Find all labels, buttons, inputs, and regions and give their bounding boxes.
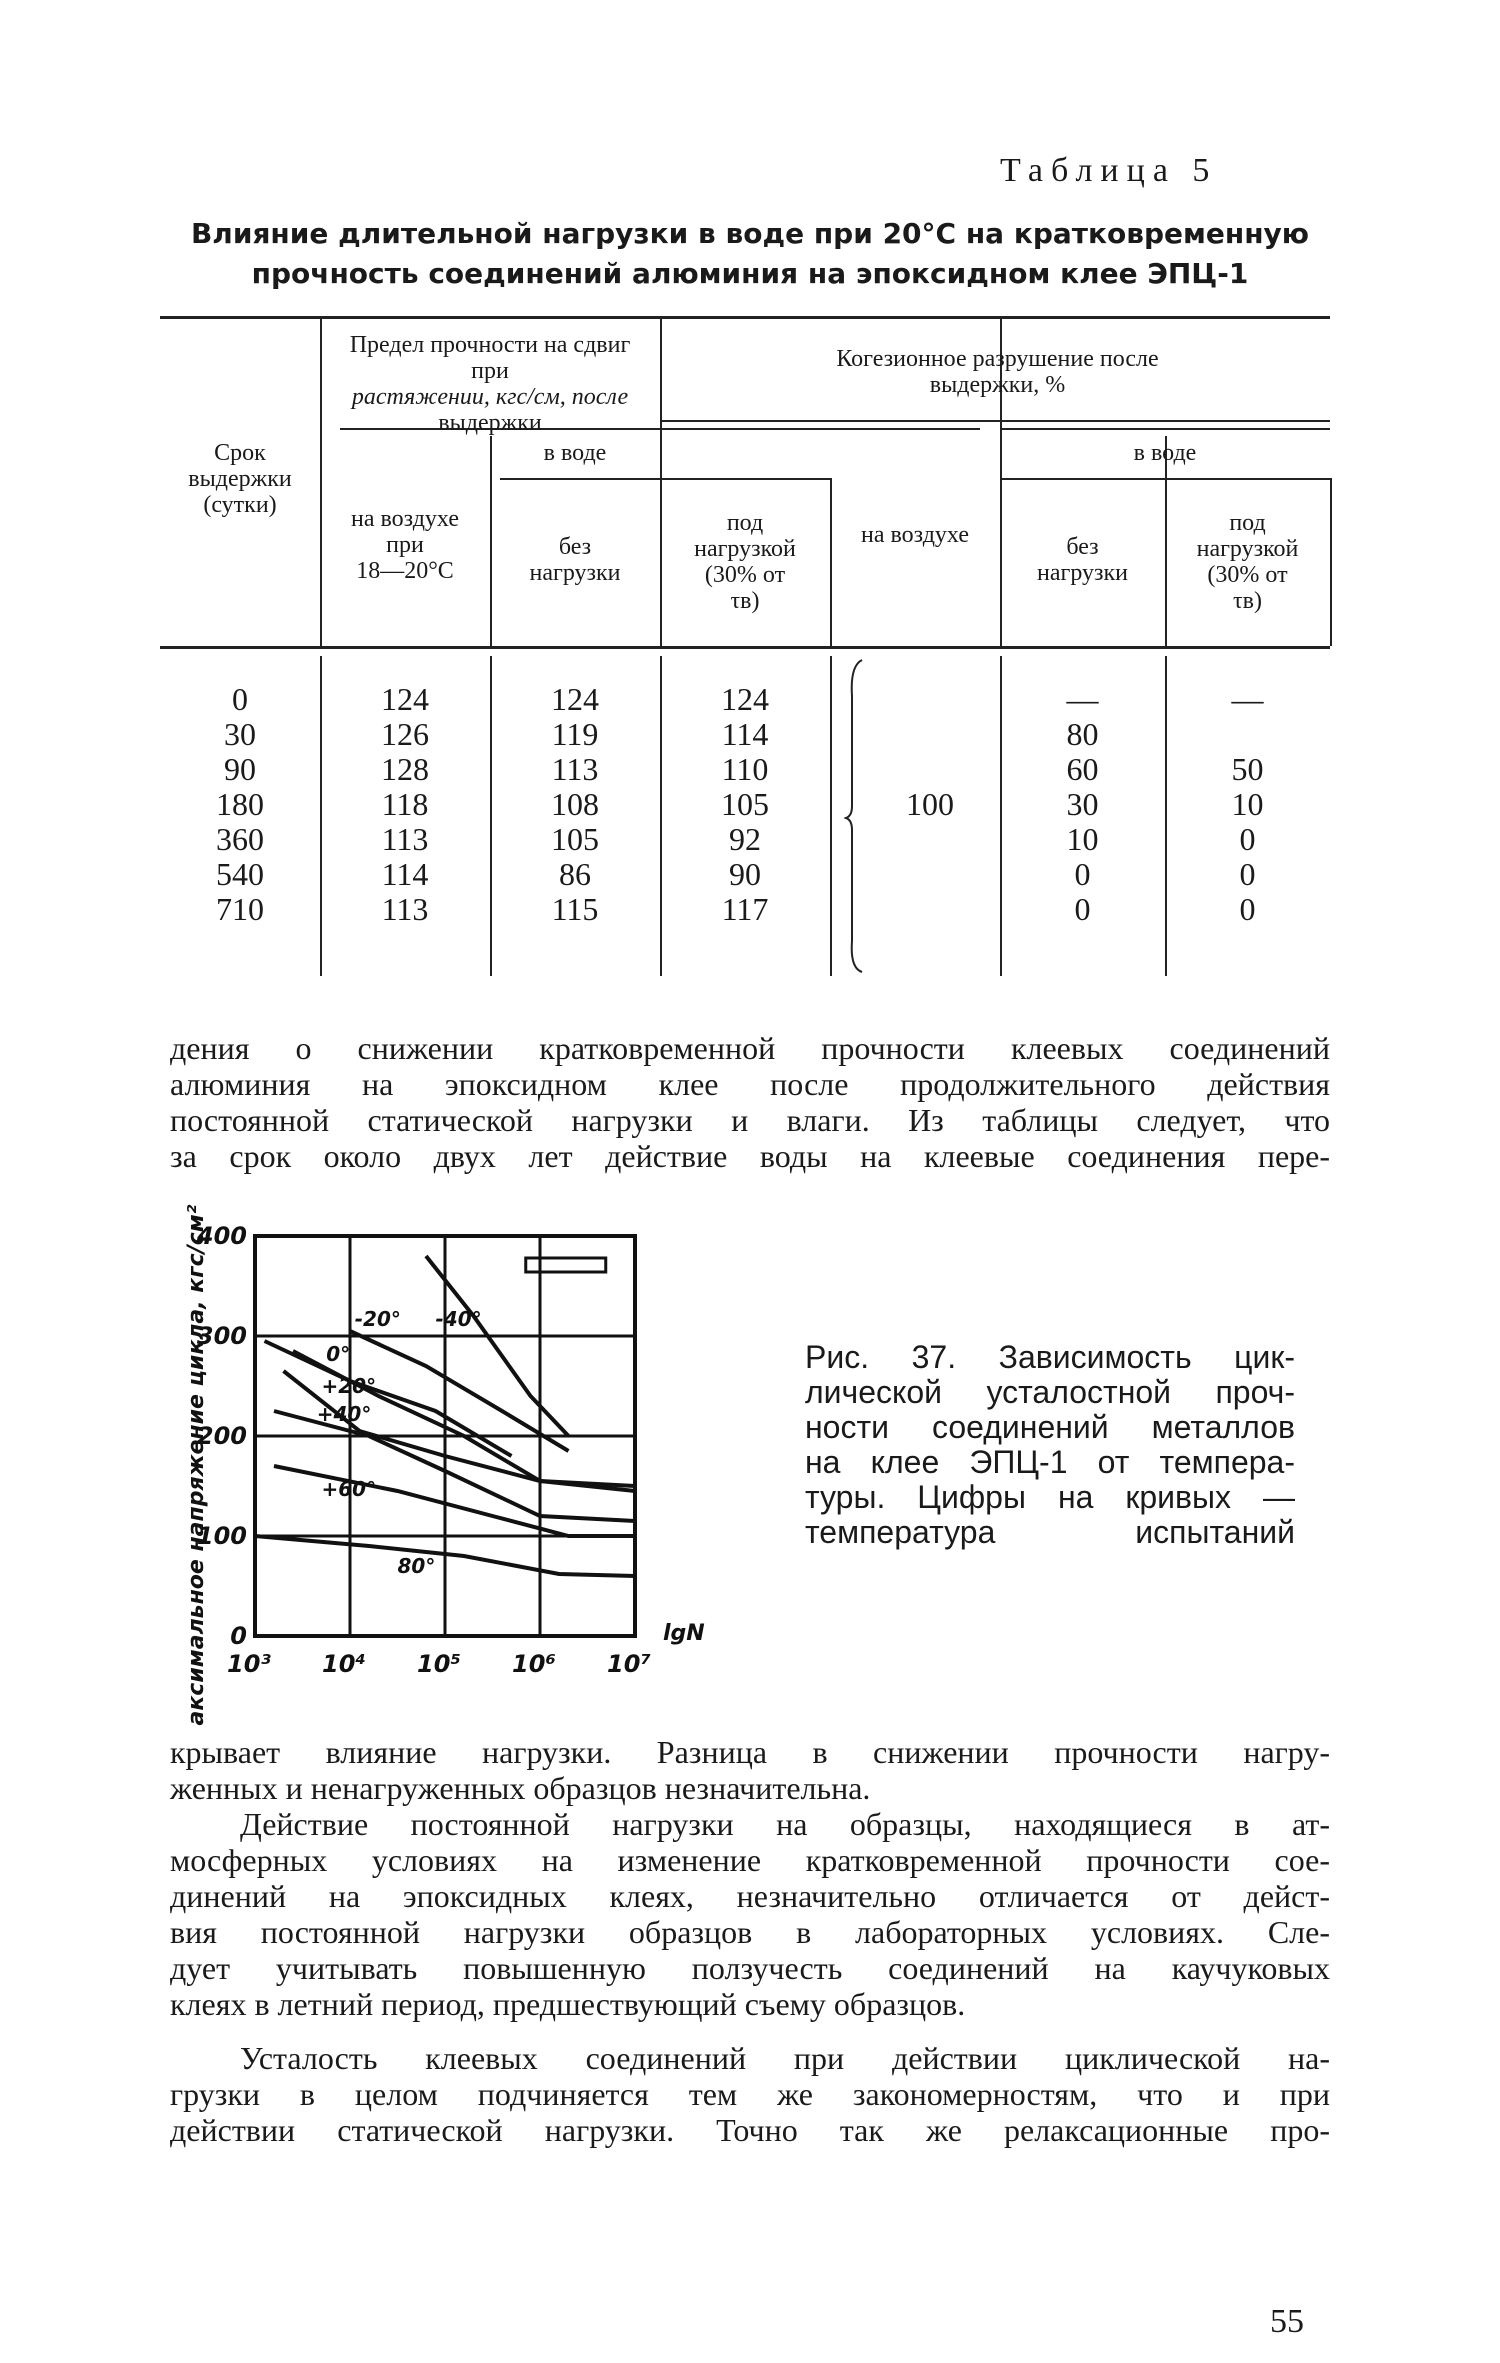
chart-svg (185, 1196, 755, 1726)
figure-caption: Рис. 37. Зависимость цик- лической усталостной проч- ности соединений металлов на клее ЭПЦ-1 от темпера- туры. Цифры на кривых — температура испытаний (805, 1339, 1295, 1550)
y-tick-label: 100 (196, 1522, 247, 1550)
table-number: Таблица 5 (1000, 152, 1218, 189)
header-air-1: на воздухе при 18—20°С (351, 506, 459, 584)
header-in-water-1: в воде (543, 440, 607, 466)
table-title-line: прочность соединений алюминия на эпоксидном клее ЭПЦ-1 (251, 257, 1249, 290)
column-cohesive-no-load: — 80 60 30 10 0 0 (1066, 681, 1099, 927)
paragraph-3: Действие постоянной нагрузки на образцы, находящиеся в ат- мосферных условиях на изменение кратковременной прочности сое- динений на эпоксидных клеях, незначительно отличается от дейст- вия постоянной нагрузки образцов в лабораторных условиях. Сле- дует учитывать повышенную ползучесть соединений на каучуковых клеях в летний период, предшествующий съему образцов. (170, 1806, 1330, 2022)
column-water-load: 124 114 110 105 92 90 117 (721, 681, 769, 927)
paragraph-1: дения о снижении кратковременной прочности клеевых соединений алюминия на эпоксидном клее после продолжительного действия постоянной статической нагрузки и влаги. Из таблицы следует, что за срок около двух лет действие воды на клеевые соединения пере- (170, 1030, 1330, 1174)
x-tick-label: 10⁷ (607, 1650, 651, 1678)
y-tick-label: 400 (196, 1222, 247, 1250)
header-no-load-1: без нагрузки (529, 534, 621, 586)
paragraph-2: крывает влияние нагрузки. Разница в снижении прочности нагру- женных и ненагруженных образцов незначительна. (170, 1734, 1330, 1806)
page-number: 55 (1270, 2303, 1304, 2340)
specimen-icon (526, 1258, 606, 1272)
curve-label: +20° (321, 1374, 377, 1398)
header-cohesive: Когезионное разрушение после выдержки, % (836, 346, 1159, 398)
x-axis-label: lgN (663, 1621, 705, 1646)
header-under-load-2: под нагрузкой (30% от τв) (1196, 510, 1299, 614)
curve-label: 80° (397, 1554, 436, 1578)
y-tick-label: 300 (196, 1322, 247, 1350)
column-air: 124 126 128 118 113 114 113 (381, 681, 429, 927)
header-air-2: на воздухе (861, 522, 969, 548)
x-tick-label: 10⁶ (512, 1650, 556, 1678)
curve-label: -20° (354, 1307, 401, 1331)
y-tick-label: 200 (196, 1422, 247, 1450)
figure-37-chart (185, 1196, 755, 1726)
data-table (160, 316, 1330, 976)
curve-label: 0° (326, 1342, 351, 1366)
x-tick-label: 10³ (227, 1650, 271, 1678)
column-water-no-load: 124 119 113 108 105 86 115 (551, 681, 599, 927)
column-days: 0 30 90 180 360 540 710 (216, 681, 264, 927)
header-no-load-2: без нагрузки (1036, 534, 1128, 586)
header-under-load-1: под нагрузкой (30% от τв) (694, 510, 796, 614)
curve-label: -40° (435, 1307, 482, 1331)
table-title (170, 214, 1330, 294)
column-cohesive-air: 100 (906, 786, 954, 822)
y-axis-label: Максимальное напряжение цикла, кгс/см² (185, 1204, 209, 1726)
curve-label: +60° (321, 1477, 377, 1501)
y-tick-label: 0 (230, 1622, 247, 1650)
paragraph-4: Усталость клеевых соединений при действии циклической на- грузки в целом подчиняется тем же закономерностям, что и при действии статической нагрузки. Точно так же релаксационные про- (170, 2040, 1330, 2148)
column-cohesive-load: — 50 10 0 0 0 (1231, 681, 1264, 927)
x-tick-label: 10⁴ (322, 1650, 366, 1678)
curve-label: +40° (316, 1402, 372, 1426)
header-in-water-2: в воде (1133, 440, 1197, 466)
header-term: Срок выдержки (сутки) (188, 440, 292, 518)
x-tick-label: 10⁵ (417, 1650, 461, 1678)
header-shear: Предел прочности на сдвиг при растяжении, кгс/см, после выдержки (349, 332, 631, 436)
table-title-line: Влияние длительной нагрузки в воде при 20°С на кратковременную (190, 217, 1310, 250)
